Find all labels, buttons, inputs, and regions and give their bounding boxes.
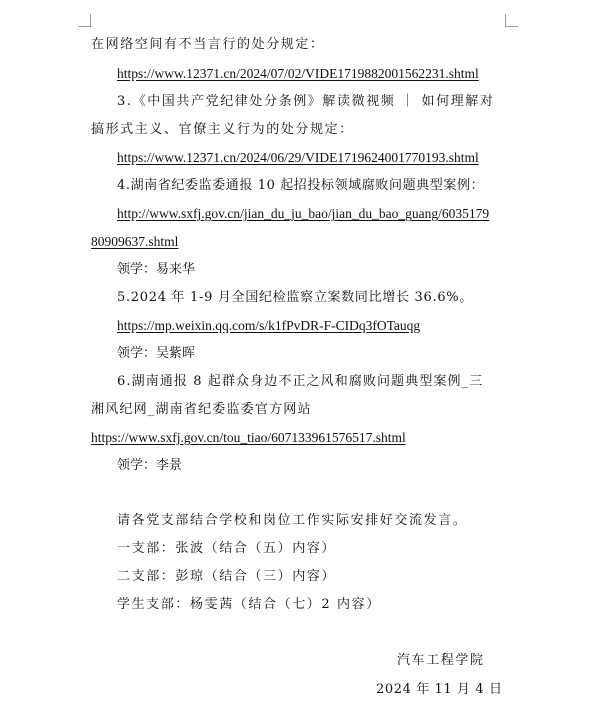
link-sxfj-jianduju-cont[interactable]: 80909637.shtml [91, 234, 179, 249]
link-12371-0702[interactable]: https://www.12371.cn/2024/07/02/VIDE1719882001562231.shtml [117, 66, 479, 81]
lead-reader: 领学：吴紫晖 [117, 346, 196, 361]
link-12371-0629[interactable]: https://www.12371.cn/2024/06/29/VIDE1719624001770193.shtml [117, 150, 479, 165]
signature-org: 汽车工程学院 [397, 653, 485, 668]
notice-instruction: 请各党支部结合学校和岗位工作实际安排好交流发言。 [117, 513, 468, 528]
lead-reader: 领学：易来华 [117, 262, 196, 277]
link-sxfj-toutiao[interactable]: https://www.sxfj.gov.cn/tou_tiao/607133961576517.shtml [91, 430, 406, 445]
branch-2-assignment: 二支部：彭琼（结合（三）内容） [117, 569, 337, 584]
link-sxfj-jianduju[interactable]: http://www.sxfj.gov.cn/jian_du_ju_bao/jian_du_bao_guang/6035179 [117, 206, 490, 221]
text-line: 湘风纪网_湖南省纪委监委官方网站 [91, 402, 312, 417]
student-branch-assignment: 学生支部：杨雯茜（结合（七）2 内容） [117, 597, 381, 612]
text-line: 在网络空间有不当言行的处分规定： [91, 37, 325, 52]
signature-date: 2024 年 11 月 4 日 [376, 682, 503, 697]
item-6-title: 6.湖南通报 8 起群众身边不正之风和腐败问题典型案例_三 [117, 374, 484, 389]
item-5-title: 5.2024 年 1-9 月全国纪检监察立案数同比增长 36.6%。 [117, 290, 474, 305]
lead-reader: 领学：李景 [117, 458, 183, 473]
item-3-title: 3.《中国共产党纪律处分条例》解读微视频 ｜ 如何理解对 [117, 94, 495, 109]
link-weixin[interactable]: https://mp.weixin.qq.com/s/k1fPvDR-F-CIDq3fOTauqg [117, 318, 421, 333]
page-corner-mark-top-left [78, 14, 91, 27]
text-line: 搞形式主义、官僚主义行为的处分规定： [91, 122, 354, 137]
page-corner-mark-top-right [505, 14, 518, 27]
branch-1-assignment: 一支部：张波（结合（五）内容） [117, 541, 337, 556]
item-4-title: 4.湖南省纪委监委通报 10 起招投标领域腐败问题典型案例： [117, 178, 485, 193]
